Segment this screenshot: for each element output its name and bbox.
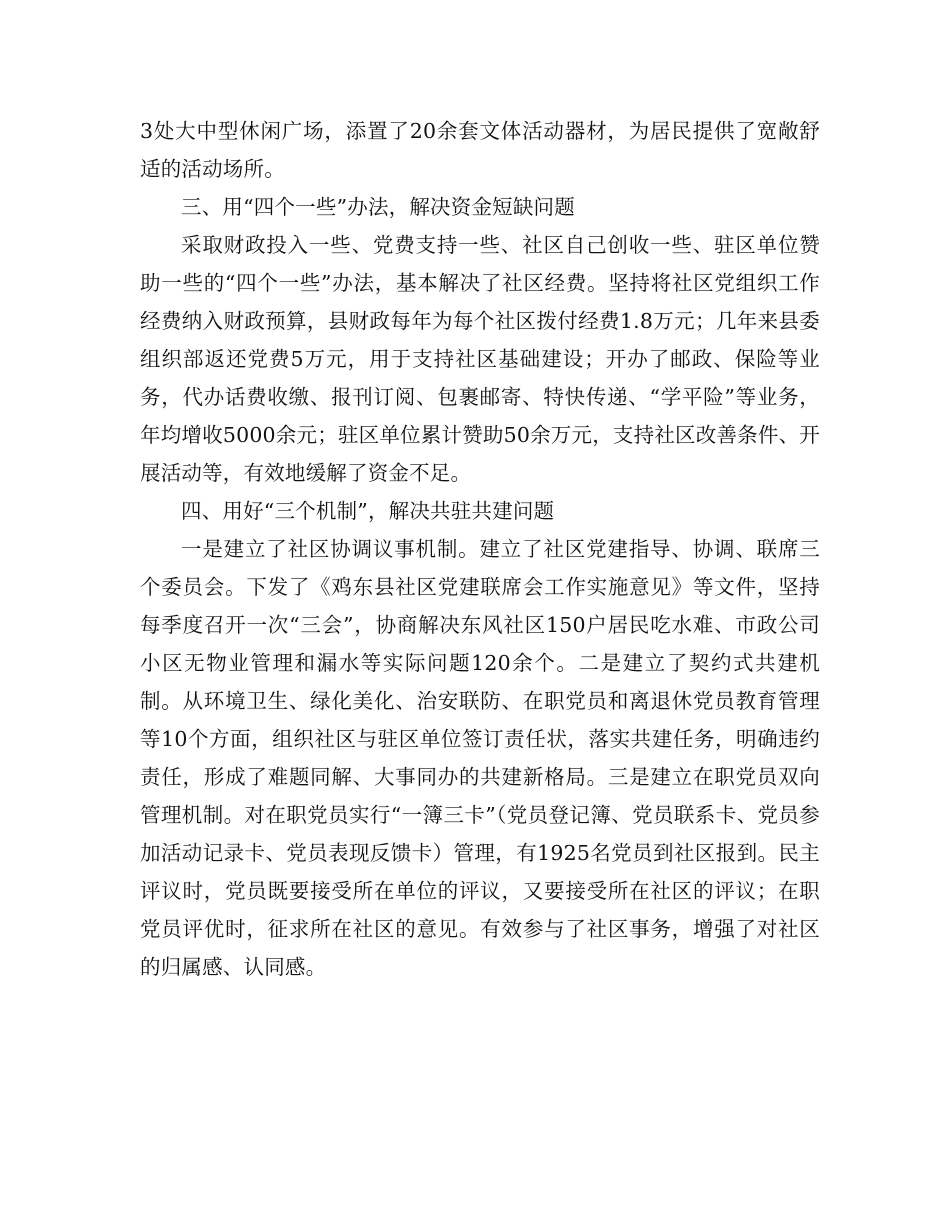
paragraph-mechanisms: 一是建立了社区协调议事机制。建立了社区党建指导、协调、联席三个委员会。下发了《鸡东县社区党建联席会工作实施意见》等文件，坚持每季度召开一次“三会”，协商解决东风社区150户居民吃水难、市政公司小区无物业管理和漏水等实际问题120余个。二是建立了契约式共建机制。从环境卫生、绿化美化、治安联防、在职党员和离退休党员教育管理等10个方面，组织社区与驻区单位签订责任状，落实共建任务，明确违约责任，形成了难题同解、大事同办的共建新格局。三是建立在职党员双向管理机制。对在职党员实行“一簿三卡”（党员登记簿、党员联系卡、党员参加活动记录卡、党员表现反馈卡）管理，有1925名党员到社区报到。民主评议时，党员既要接受所在单位的评议，又要接受所在社区的评议；在职党员评优时，征求所在社区的意见。有效参与了社区事务，增强了对社区的归属感、认同感。 bbox=[140, 537, 820, 979]
document-body bbox=[140, 112, 820, 986]
section-heading-4: 四、用好“三个机制”，解决共驻共建问题 bbox=[181, 499, 555, 523]
section-heading-3: 三、用“四个一些”办法，解决资金短缺问题 bbox=[181, 195, 575, 219]
paragraph-continuation: 3处大中型休闲广场，添置了20余套文体活动器材，为居民提供了宽敞舒适的活动场所。 bbox=[140, 119, 820, 181]
paragraph-funding: 采取财政投入一些、党费支持一些、社区自己创收一些、驻区单位赞助一些的“四个一些”办法，基本解决了社区经费。坚持将社区党组织工作经费纳入财政预算，县财政每年为每个社区拨付经费1.8万元；几年来县委组织部返还党费5万元，用于支持社区基础建设；开办了邮政、保险等业务，代办话费收缴、报刊订阅、包裹邮寄、特快传递、“学平险”等业务，年均增收5000余元；驻区单位累计赞助50余万元，支持社区改善条件、开展活动等，有效地缓解了资金不足。 bbox=[140, 233, 820, 485]
